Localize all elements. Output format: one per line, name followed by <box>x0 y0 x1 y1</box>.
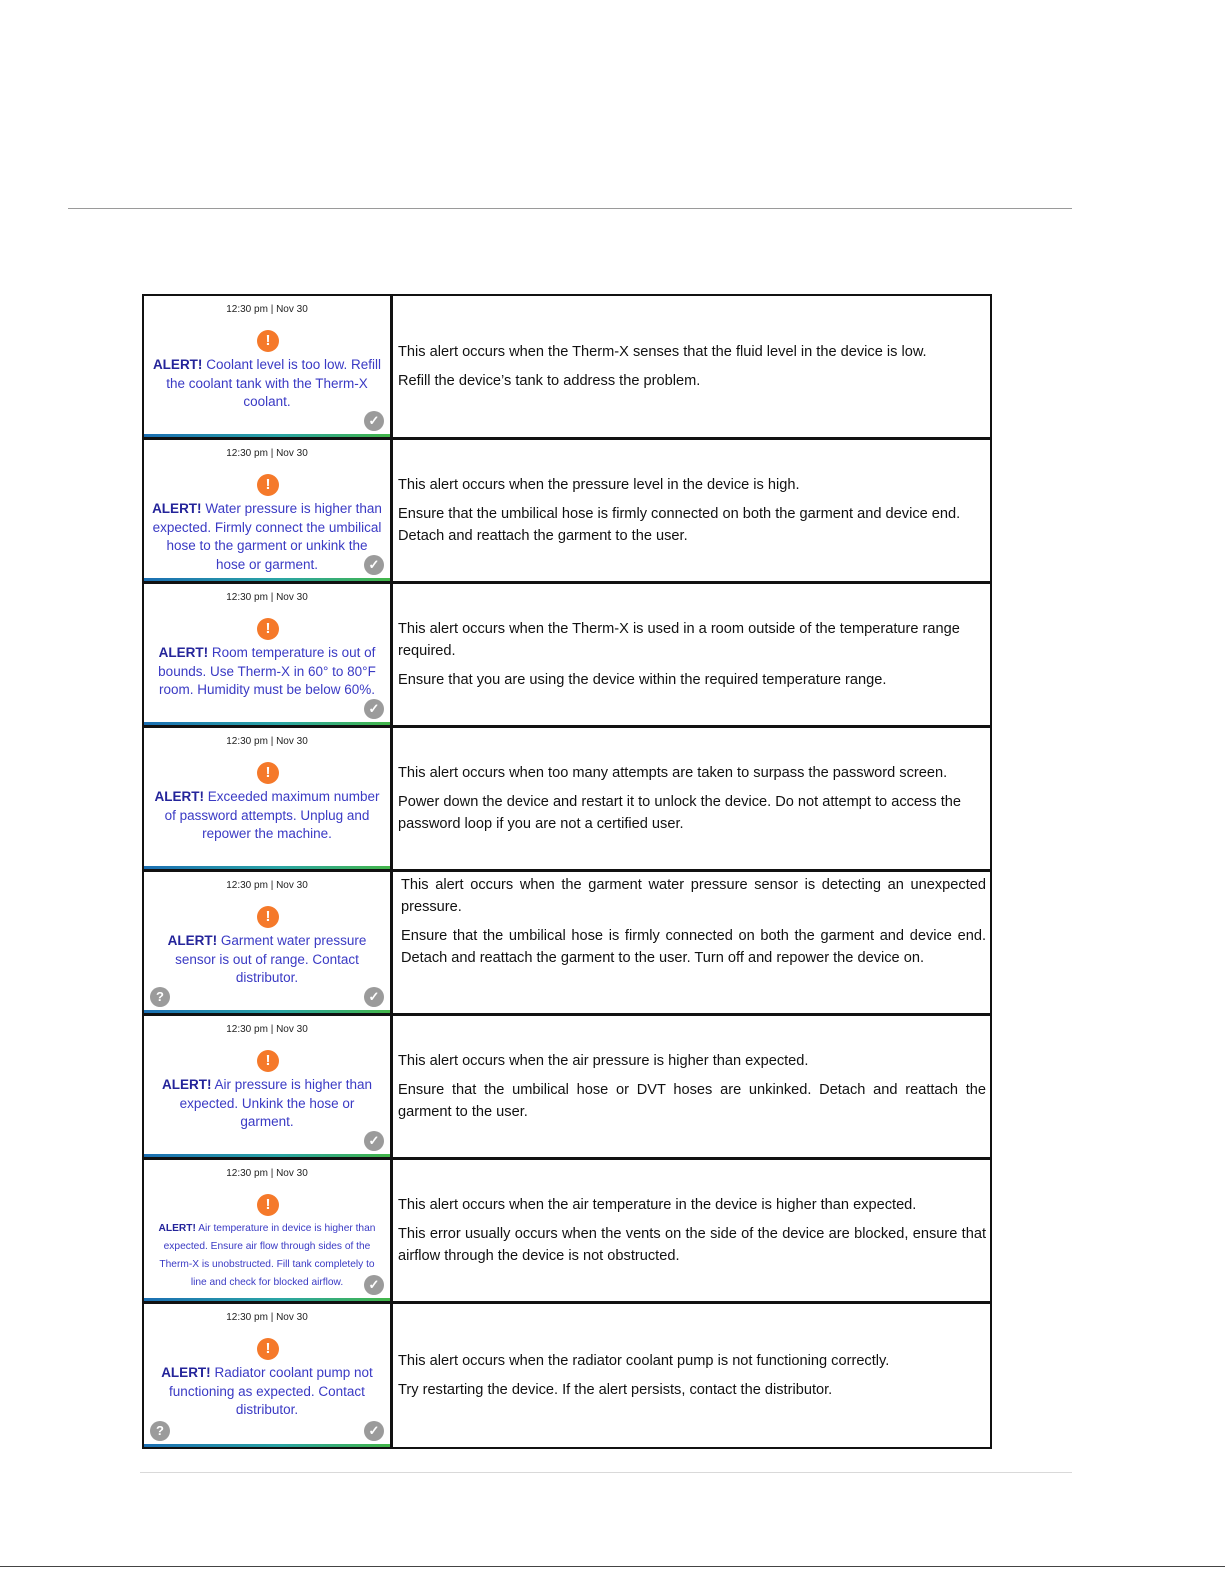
description-paragraph: Ensure that the umbilical hose or DVT hoses are unkinked. Detach and reattach the garment to the user. <box>398 1082 986 1120</box>
alert-description <box>393 584 990 725</box>
screen-timestamp: 12:30 pm | Nov 30 <box>226 736 308 747</box>
alert-message <box>152 644 382 700</box>
alert-label: ALERT! <box>154 789 204 804</box>
warning-icon: ! <box>257 618 279 640</box>
screen-timestamp: 12:30 pm | Nov 30 <box>226 448 308 459</box>
alert-description <box>393 728 990 869</box>
alert-row <box>144 1304 990 1447</box>
warning-icon: ! <box>257 906 279 928</box>
device-screen <box>144 584 393 725</box>
description-paragraph: Ensure that you are using the device within the required temperature range. <box>398 672 887 688</box>
alert-label: ALERT! <box>161 1077 212 1092</box>
checkmark-icon[interactable]: ✓ <box>364 987 384 1007</box>
alert-label: ALERT! <box>158 1223 196 1234</box>
device-screen <box>144 872 393 1013</box>
alert-message <box>152 1220 382 1292</box>
alert-row <box>144 584 990 728</box>
checkmark-icon[interactable]: ✓ <box>364 1275 384 1295</box>
description-paragraph: Ensure that the umbilical hose is firmly connected on both the garment and device end. Detach and reattach the garment to the user. <box>398 506 961 544</box>
warning-icon: ! <box>257 1338 279 1360</box>
footer-rule <box>140 1472 1072 1473</box>
checkmark-icon[interactable]: ✓ <box>364 411 384 431</box>
alert-message <box>152 1076 382 1132</box>
alert-description <box>393 1304 990 1447</box>
warning-icon: ! <box>257 330 279 352</box>
alert-text: Garment water pressure sensor is out of range. Contact distributor. <box>175 933 367 985</box>
alert-row <box>144 872 990 1016</box>
alert-text: Air pressure is higher than expected. Unkink the hose or garment. <box>179 1077 373 1129</box>
page-edge-line <box>0 1566 1225 1567</box>
screen-timestamp: 12:30 pm | Nov 30 <box>226 880 308 891</box>
checkmark-icon[interactable]: ✓ <box>364 1131 384 1151</box>
description-paragraph: This alert occurs when the Therm-X senses that the fluid level in the device is low. <box>398 344 927 360</box>
alert-message <box>152 356 382 412</box>
device-screen <box>144 296 393 437</box>
alert-label: ALERT! <box>161 1365 211 1380</box>
description-paragraph: Power down the device and restart it to unlock the device. Do not attempt to access the password loop if you are not a certified user. <box>398 794 961 832</box>
checkmark-icon[interactable]: ✓ <box>364 555 384 575</box>
checkmark-icon[interactable]: ✓ <box>364 699 384 719</box>
description-paragraph: This alert occurs when the radiator coolant pump is not functioning correctly. <box>398 1353 890 1369</box>
device-screen <box>144 440 393 581</box>
alert-row <box>144 440 990 584</box>
alert-text: Exceeded maximum number of password attempts. Unplug and repower the machine. <box>164 789 380 841</box>
checkmark-icon[interactable]: ✓ <box>364 1421 384 1441</box>
alert-description <box>393 440 990 581</box>
screen-timestamp: 12:30 pm | Nov 30 <box>226 1024 308 1035</box>
alert-message <box>152 788 382 844</box>
screen-timestamp: 12:30 pm | Nov 30 <box>226 1168 308 1179</box>
description-paragraph: This error usually occurs when the vents on the side of the device are blocked, ensure that airflow through the device is not obstructed. <box>398 1226 986 1264</box>
alert-table <box>142 294 992 1449</box>
help-icon[interactable]: ? <box>150 1421 170 1441</box>
device-screen <box>144 1160 393 1301</box>
alert-row <box>144 728 990 872</box>
device-screen <box>144 1016 393 1157</box>
description-paragraph: Try restarting the device. If the alert persists, contact the distributor. <box>398 1382 833 1398</box>
alert-label: ALERT! <box>152 501 202 516</box>
alert-message <box>152 932 382 988</box>
screen-timestamp: 12:30 pm | Nov 30 <box>226 592 308 603</box>
warning-icon: ! <box>257 1194 279 1216</box>
warning-icon: ! <box>257 762 279 784</box>
header-rule <box>68 208 1072 209</box>
alert-text: Water pressure is higher than expected. Firmly connect the umbilical hose to the garment or unkink the hose or garment. <box>152 501 382 572</box>
alert-description <box>393 1016 990 1157</box>
description-paragraph: Ensure that the umbilical hose is firmly connected on both the garment and device end. Detach and reattach the garment to the user. Turn off and repower the device on. <box>401 928 986 966</box>
description-paragraph: This alert occurs when the Therm-X is used in a room outside of the temperature range required. <box>398 621 960 659</box>
description-paragraph: This alert occurs when the air temperature in the device is higher than expected. <box>398 1197 917 1213</box>
alert-description <box>393 872 990 1013</box>
screen-timestamp: 12:30 pm | Nov 30 <box>226 1312 308 1323</box>
description-paragraph: This alert occurs when too many attempts are taken to surpass the password screen. <box>398 765 948 781</box>
alert-row <box>144 296 990 440</box>
alert-row <box>144 1160 990 1304</box>
help-icon[interactable]: ? <box>150 987 170 1007</box>
description-paragraph: This alert occurs when the garment water pressure sensor is detecting an unexpected pressure. <box>401 877 986 915</box>
alert-text: Coolant level is too low. Refill the coolant tank with the Therm-X coolant. <box>166 357 382 409</box>
warning-icon: ! <box>257 1050 279 1072</box>
alert-label: ALERT! <box>158 645 209 660</box>
alert-text: Radiator coolant pump not functioning as expected. Contact distributor. <box>169 1365 373 1417</box>
alert-message <box>152 500 382 574</box>
alert-text: Room temperature is out of bounds. Use Therm-X in 60° to 80°F room. Humidity must be below 60%. <box>158 645 376 697</box>
alert-message <box>152 1364 382 1420</box>
device-screen <box>144 1304 393 1447</box>
screen-timestamp: 12:30 pm | Nov 30 <box>226 304 308 315</box>
description-paragraph: This alert occurs when the pressure level in the device is high. <box>398 477 800 493</box>
alert-text: Air temperature in device is higher than expected. Ensure air flow through sides of the Therm-X is unobstructed. Fill tank completely to line and check for blocked airflow. <box>159 1223 376 1288</box>
description-paragraph: This alert occurs when the air pressure is higher than expected. <box>398 1053 809 1069</box>
device-screen <box>144 728 393 869</box>
description-paragraph: Refill the device’s tank to address the problem. <box>398 373 701 389</box>
alert-row <box>144 1016 990 1160</box>
alert-description <box>393 1160 990 1301</box>
alert-description <box>393 296 990 437</box>
alert-label: ALERT! <box>152 357 203 372</box>
alert-label: ALERT! <box>167 933 218 948</box>
warning-icon: ! <box>257 474 279 496</box>
